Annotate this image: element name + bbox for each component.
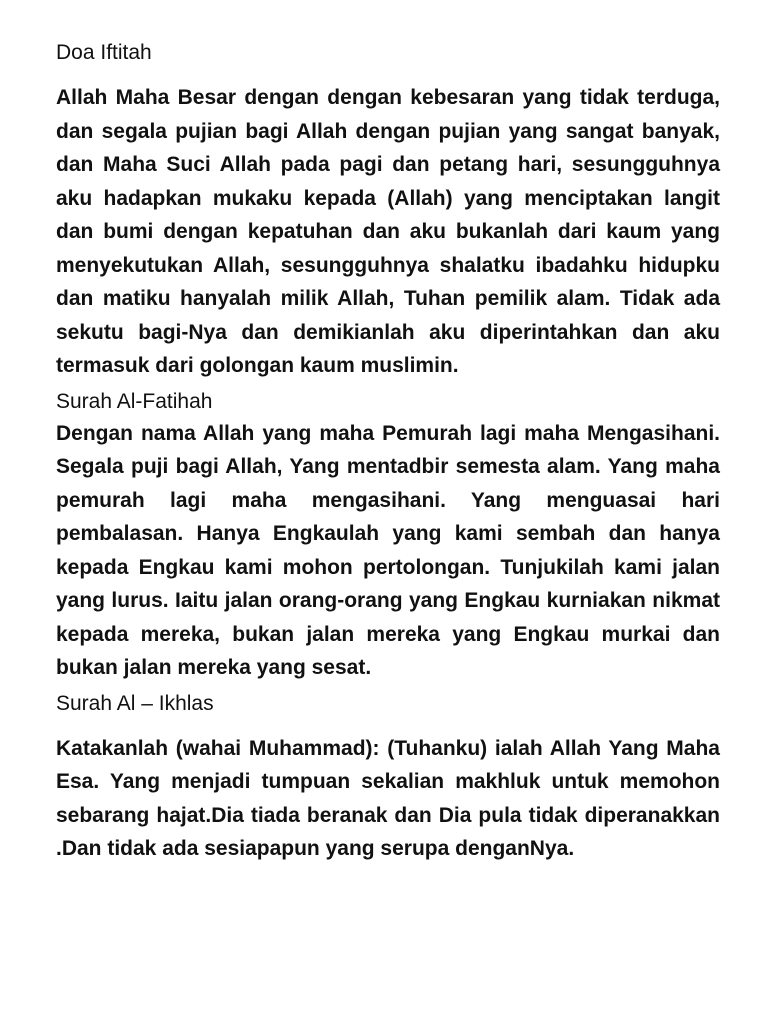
paragraph-surah-al-fatihah: Dengan nama Allah yang maha Pemurah lagi maha Mengasihani. Segala puji bagi Allah, Yang mentadbir semesta alam. Yang maha pemurah lagi maha mengasihani. Yang menguasai hari pembalasan. Hanya Engkaulah yang kami sembah dan hanya kepada Engkau kami mohon pertolongan. Tunjukilah kami jalan yang lurus. Iaitu jalan orang-orang yang Engkau kurniakan nikmat kepada mereka, bukan jalan mereka yang Engkau murkai dan bukan jalan mereka yang sesat. xyxy=(56,421,720,679)
paragraph-surah-al-ikhlas: Katakanlah (wahai Muhammad): (Tuhanku) ialah Allah Yang Maha Esa. Yang menjadi tumpuan sekalian makhluk untuk memohon sebarang hajat.Dia tiada beranak dan Dia pula tidak diperanakkan .Dan tidak ada sesiapapun yang serupa denganNya. xyxy=(56,736,720,860)
paragraph-doa-iftitah: Allah Maha Besar dengan dengan kebesaran yang tidak terduga, dan segala pujian bagi Allah dengan pujian yang sangat banyak, dan Maha Suci Allah pada pagi dan petang hari, sesungguhnya aku hadapkan mukaku kepada (Allah) yang menciptakan langit dan bumi dengan kepatuhan dan aku bukanlah dari kaum yang menyekutukan Allah, sesungguhnya shalatku ibadahku hidupku dan matiku hanyalah milik Allah, Tuhan pemilik alam. Tidak ada sekutu bagi-Nya dan demikianlah aku diperintahkan dan aku termasuk dari golongan kaum muslimin. xyxy=(56,86,720,377)
heading-doa-iftitah: Doa Iftitah xyxy=(56,41,152,64)
heading-surah-al-fatihah: Surah Al-Fatihah xyxy=(56,389,213,413)
document-page xyxy=(56,38,720,866)
heading-surah-al-ikhlas: Surah Al – Ikhlas xyxy=(56,691,214,715)
